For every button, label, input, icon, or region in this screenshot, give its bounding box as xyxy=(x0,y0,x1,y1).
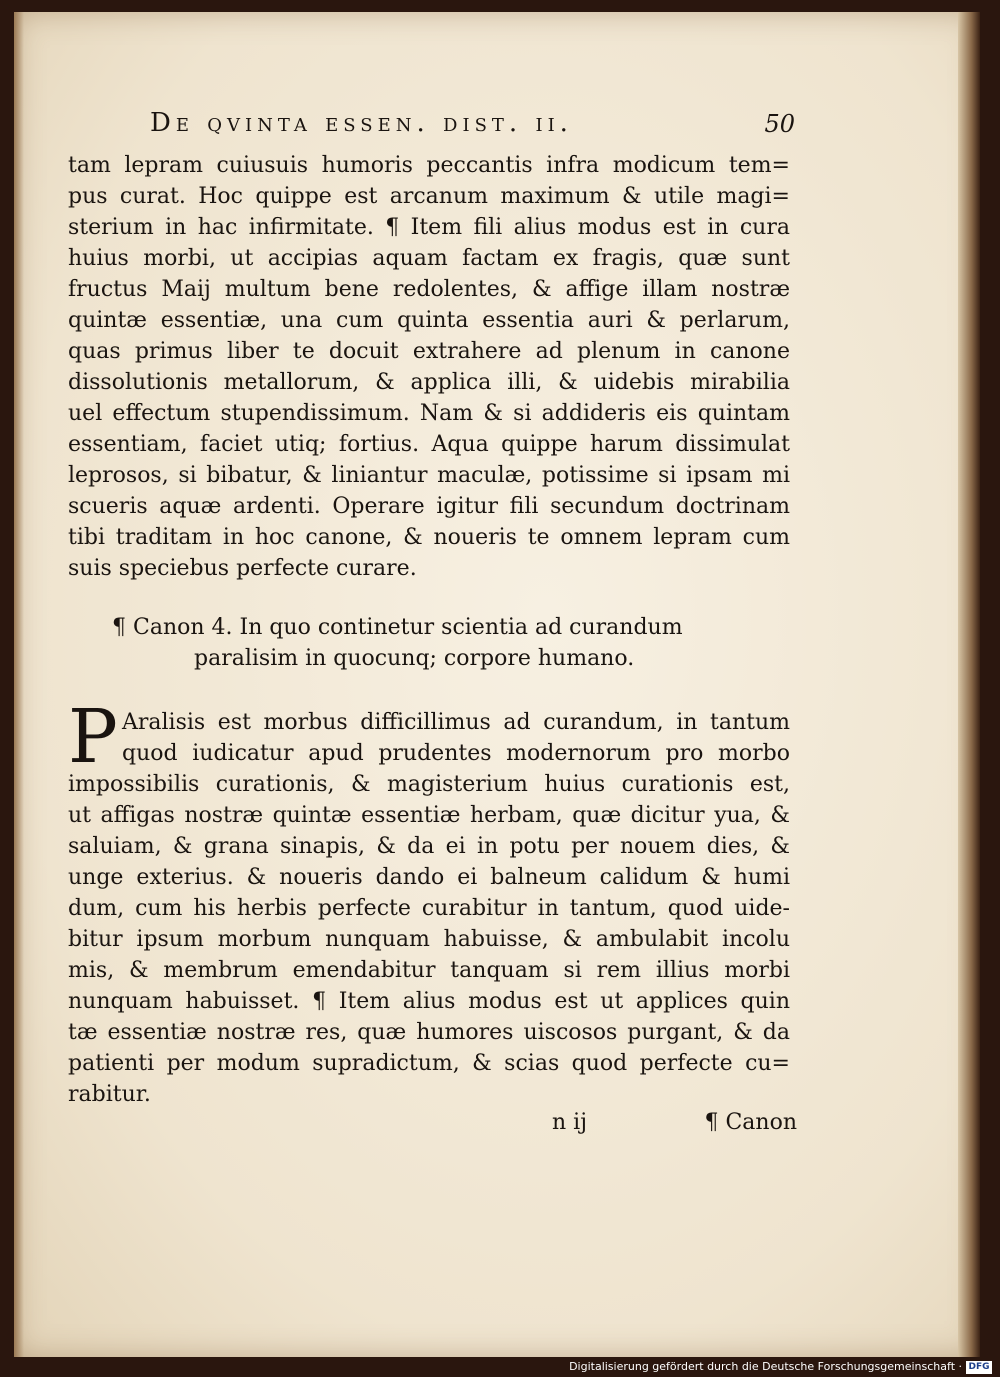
binding-spine xyxy=(958,12,980,1357)
paragraph-1 xyxy=(68,150,790,584)
text-line: tæ essentiæ nostræ res, quæ humores uiscosos purgant, & da xyxy=(68,1020,790,1045)
text-line: dissolutionis metallorum, & applica illi, & uidebis mirabilia xyxy=(68,370,790,395)
text-line: leprosos, si bibatur, & liniantur maculæ, potissime si ipsam mi xyxy=(68,463,790,488)
text-line: fructus Maij multum bene redolentes, & affige illam nostræ xyxy=(68,277,790,302)
text-line: dum, cum his herbis perfecte curabitur in tantum, quod uide- xyxy=(68,896,790,921)
text-line: sterium in hac infirmitate. ¶ Item fili alius modus est in cura xyxy=(68,215,790,240)
text-line: impossibilis curationis, & magisterium huius curationis est, xyxy=(68,772,790,797)
text-line: scueris aquæ ardenti. Operare igitur fili secundum doctrinam xyxy=(68,494,790,519)
text-line: suis speciebus perfecte curare. xyxy=(68,556,417,581)
text-line: pus curat. Hoc quippe est arcanum maximum & utile magi= xyxy=(68,184,790,209)
dfg-logo: DFG xyxy=(966,1361,992,1374)
text-line: quod iudicatur apud prudentes modernorum pro morbo xyxy=(122,741,790,766)
paragraph-2 xyxy=(68,707,790,1110)
text-line: huius morbi, ut accipias aquam factam ex fragis, quæ sunt xyxy=(68,246,790,271)
text-line: rabitur. xyxy=(68,1082,151,1107)
heading-line-2: paralisim in quocunq; corpore humano. xyxy=(194,646,635,671)
text-line: essentiam, faciet utiq; fortius. Aqua quippe harum dissimulat xyxy=(68,432,790,457)
text-line: nunquam habuisset. ¶ Item alius modus est ut applices quin xyxy=(68,989,790,1014)
drop-cap-initial: P xyxy=(68,694,118,780)
digitization-credit: Digitalisierung gefördert durch die Deutsche Forschungsgemeinschaft · xyxy=(569,1360,962,1373)
page-left-edge xyxy=(14,12,24,1357)
folio-number: 50 xyxy=(764,110,795,138)
text-line: mis, & membrum emendabitur tanquam si rem illius morbi xyxy=(68,958,790,983)
text-line: saluiam, & grana sinapis, & da ei in potu per nouem dies, & xyxy=(68,834,790,859)
text-line: tibi traditam in hoc canone, & noueris te omnem lepram cum xyxy=(68,525,790,550)
heading-line-1: ¶ Canon 4. In quo continetur scientia ad curandum xyxy=(112,615,683,640)
text-line: quas primus liber te docuit extrahere ad plenum in canone xyxy=(68,339,790,364)
text-line: ut affigas nostræ quintæ essentiæ herbam, quæ dicitur yua, & xyxy=(68,803,790,828)
text-line: quintæ essentiæ, una cum quinta essentia auri & perlarum, xyxy=(68,308,790,333)
text-line: patienti per modum supradictum, & scias quod perfecte cu= xyxy=(68,1051,790,1076)
catchword: ¶ Canon xyxy=(704,1110,797,1135)
section-heading xyxy=(112,612,732,674)
text-line: Aralisis est morbus difficillimus ad curandum, in tantum xyxy=(122,710,790,735)
running-title: De qvinta essen. dist. ii. xyxy=(150,108,573,138)
text-line: uel effectum stupendissimum. Nam & si addideris eis quintam xyxy=(68,401,790,426)
text-line: bitur ipsum morbum nunquam habuisse, & ambulabit incolu xyxy=(68,927,790,952)
page-footer xyxy=(552,1110,797,1144)
text-line: tam lepram cuiusuis humoris peccantis infra modicum tem= xyxy=(68,153,790,178)
page-header xyxy=(150,108,795,142)
text-line: unge exterius. & noueris dando ei balneum calidum & humi xyxy=(68,865,790,890)
signature-mark: n ij xyxy=(552,1110,588,1135)
